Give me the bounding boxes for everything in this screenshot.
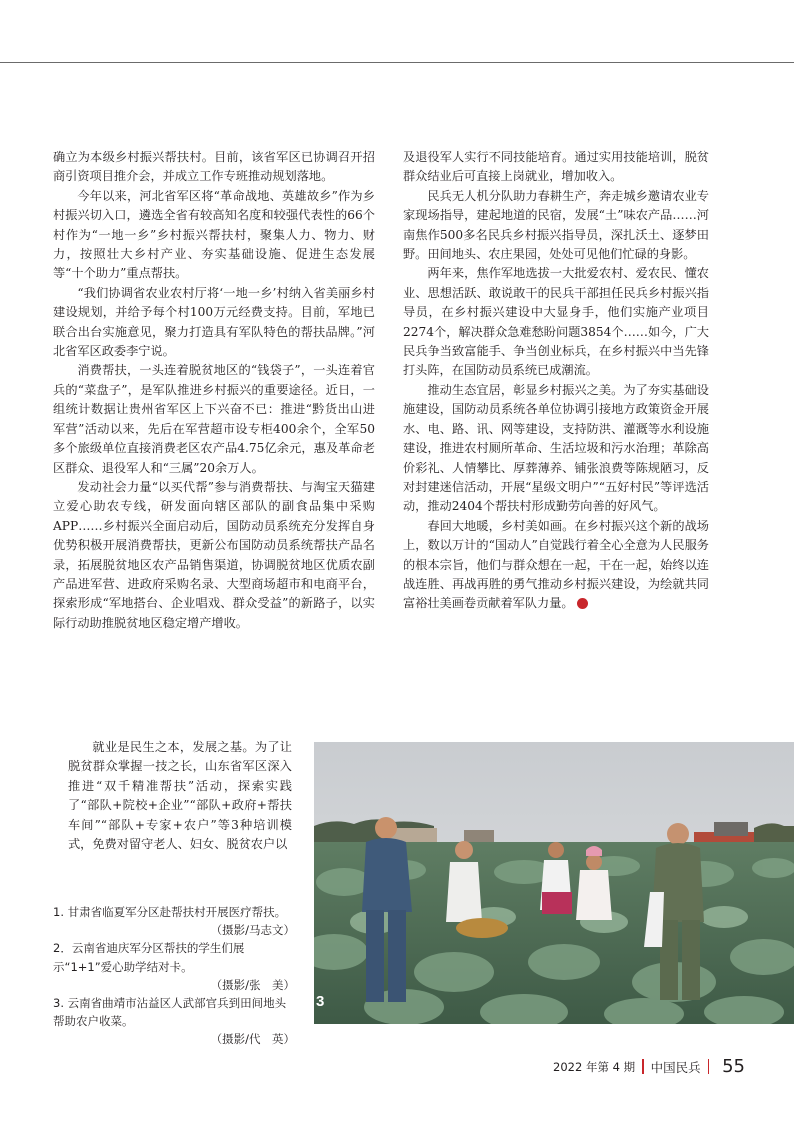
caption-credit: （摄影/张 美） <box>210 977 295 992</box>
photo-captions <box>53 903 295 1049</box>
article-paragraph: 今年以来，河北省军区将“革命战地、英雄故乡”作为乡村振兴切入口，遴选全省有较高知名度和较强代表性的66个村作为“一地一乡”乡村振兴帮扶村，聚集人力、物力、财力，按照壮大乡村产业、夯实基础设施、促进生态发展等“十个助力”重点帮扶。 <box>53 188 375 281</box>
page-footer <box>553 1056 745 1077</box>
article-paragraph: 发动社会力量“以买代帮”参与消费帮扶、与淘宝天猫建立爱心助农专线，研发面向辖区部队的副食品集中采购APP……乡村振兴全面启动后，国防动员系统充分发挥自身优势积极开展消费帮扶，更新公布国防动员系统帮扶产品名录，拓展脱贫地区农产品销售渠道，协调脱贫地区优质农副产品进军营、进政府采购名录、大型商场超市和电商平台，探索形成“军地搭台、企业唱戏、群众受益”的新路子，以实际行动助推脱贫地区稳定增产增收。 <box>53 479 375 630</box>
article-paragraph: 两年来，焦作军地选拔一大批爱农村、爱农民、懂农业、思想活跃、敢说敢干的民兵干部担任民兵乡村振兴指导员，在乡村振兴建设中大显身手，他们实施产业项目2274个，解决群众急难愁盼问题3854个……如今，广大民兵争当致富能手、争当创业标兵，在乡村振兴中当先锋打头阵，在国防动员系统已成潮流。 <box>403 266 709 378</box>
article-column-right <box>403 148 709 614</box>
article-column-short <box>68 738 292 854</box>
caption-3 <box>53 994 295 1049</box>
article-column-left <box>53 148 375 633</box>
article-paragraph: 推动生态宜居，彰显乡村振兴之美。为了夯实基础设施建设，国防动员系统各单位协调引接地方政策资金开展水、电、路、讯、网等建设，支持防洪、灌溉等水利设施建设，推进农村厕所革命、生活垃圾和污水治理；革除高价彩礼、人情攀比、厚葬薄养、铺张浪费等陈规陋习，反对封建迷信活动，开展“星级文明户”“五好村民”等评选活动，推动2404个帮扶村形成勤劳向善的好风气。 <box>403 382 709 514</box>
article-paragraph: 确立为本级乡村振兴帮扶村。目前，该省军区已协调召开招商引资项目推介会，并成立工作专班推动规划落地。 <box>53 150 375 184</box>
caption-credit: （摄影/代 英） <box>210 1032 295 1047</box>
article-paragraph: “我们协调省农业农村厅将‘一地一乡’村纳入省美丽乡村建设规划，并给予每个村100万元经费支持。目前，军地已联合出台实施意见，聚力打造具有军队特色的帮扶品牌。”河北省军区政委李宁说。 <box>53 285 375 359</box>
issue-label: 2022 年第 4 期 <box>553 1059 636 1074</box>
caption-1 <box>53 903 295 939</box>
header-rule <box>0 62 794 63</box>
article-paragraph: 及退役军人实行不同技能培育。通过实用技能培训，脱贫群众结业后可直接上岗就业，增加收入。 <box>403 150 709 184</box>
caption-text: 2．云南省迪庆军分区帮扶的学生们展示“1+1”爱心助学结对卡。 <box>53 941 245 974</box>
caption-credit: （摄影/马志文） <box>210 923 295 938</box>
caption-2 <box>53 939 295 994</box>
photo-illustration <box>314 742 794 1024</box>
caption-text: 1. 甘肃省临夏军分区赴帮扶村开展医疗帮扶。 <box>53 905 287 919</box>
magazine-name: 中国民兵 <box>650 1059 701 1075</box>
article-paragraph: 消费帮扶，一头连着脱贫地区的“钱袋子”，一头连着官兵的“菜盘子”，是军队推进乡村振兴的重要途径。近日，一组统计数据让贵州省军区上下兴奋不已：推进“黔货出山进军营”活动以来，先后在军营超市设专柜400余个，全军50多个旅级单位直接消费老区农产品4.75亿余元，惠及革命老区群众、退役军人和“三属”20余万人。 <box>53 363 375 475</box>
photo-number: 3 <box>316 993 325 1010</box>
footer-divider <box>708 1059 710 1074</box>
article-paragraph: 春回大地暖，乡村美如画。在乡村振兴这个新的战场上，数以万计的“国动人”自觉践行着全心全意为人民服务的根本宗旨，他们与群众想在一起，干在一起，始终以连战连胜、再战再胜的勇气推动乡村振兴建设，为绘就共同富裕壮美画卷贡献着军队力量。 M <box>403 518 709 611</box>
caption-text: 3. 云南省曲靖市沾益区人武部官兵到田间地头帮助农户收菜。 <box>53 996 287 1029</box>
page-number: 55 <box>722 1056 745 1077</box>
footer-divider <box>642 1059 644 1074</box>
article-paragraph: 就业是民生之本，发展之基。为了让脱贫群众掌握一技之长，山东省军区深入推进“双千精准帮扶”活动，探索实践了“部队+院校+企业”“部队+政府+帮扶车间”“部队+专家+农户”等3种培训模式，免费对留守老人、妇女、脱贫农户以 <box>68 740 292 852</box>
end-of-article-icon: M <box>577 598 588 609</box>
article-paragraph: 民兵无人机分队助力春耕生产，奔走城乡邀请农业专家现场指导，建起地道的民宿，发展“土”味农产品……河南焦作500多名民兵乡村振兴指导员，深扎沃土、逐梦田野。田间地头、农庄果园，处处可见他们忙碌的身影。 <box>403 188 709 262</box>
photo-harvest-field <box>314 742 794 1024</box>
